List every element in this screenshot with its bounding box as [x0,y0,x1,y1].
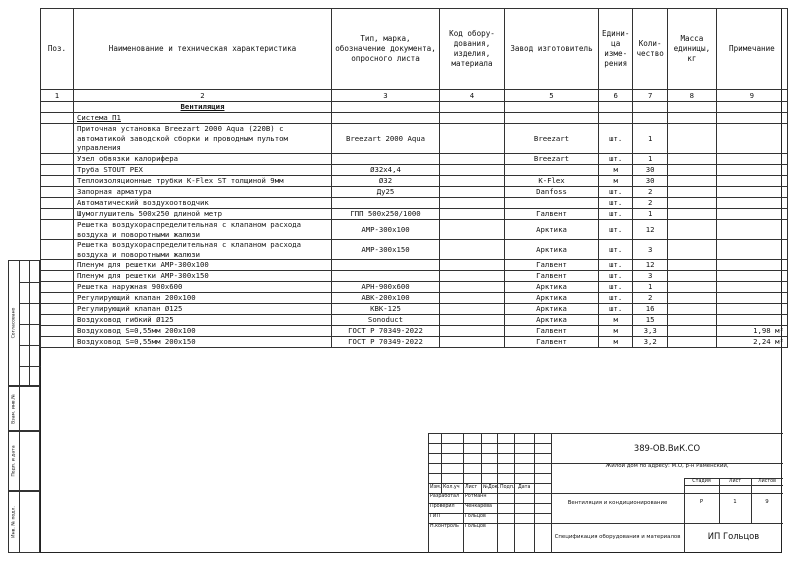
name-cell: Запорная арматура [74,187,332,198]
title-block [428,433,782,553]
name-cell: Труба STOUT PEX [74,165,332,176]
tb-header-stage: Стадия [692,479,711,484]
sheet-number: 1 [733,499,737,505]
type-cell: Breezart 2000 Aqua [332,124,440,154]
name-cell: Решетка воздухораспределительная с клапаном расхода воздуха и поворотными жалюзи [74,220,332,240]
specification-table [40,8,788,348]
note-cell: 1,98 м² [716,326,787,337]
note-cell [716,260,787,271]
qty-cell: 30 [633,176,667,187]
tb-header-qty: Кол.уч [443,485,460,490]
note-cell [716,282,787,293]
stage-value: Р [699,499,704,505]
code-cell [440,282,505,293]
table-row [41,315,788,326]
unit-cell: шт. [599,198,633,209]
name-cell: Теплоизоляционные трубки K-Flex ST толщиной 9мм [74,176,332,187]
table-row [41,293,788,304]
pos-cell [41,271,74,282]
maker-cell: Галвент [505,271,599,282]
unit-cell: м [599,176,633,187]
col-number: 9 [716,90,787,102]
note-cell [716,165,787,176]
type-cell: Ø32х4,4 [332,165,440,176]
pos-cell [41,260,74,271]
code-cell [440,209,505,220]
type-cell: ГОСТ Р 70349-2022 [332,326,440,337]
qty-cell: 2 [633,187,667,198]
qty-cell: 3 [633,271,667,282]
object-title: Жилой дом по адресу: М.О, р-н Раменский, [605,463,729,469]
type-cell: АВК-200х100 [332,293,440,304]
code-cell [440,271,505,282]
note-cell: 2,24 м² [716,337,787,348]
tb-header-doc: №Док. [483,485,500,490]
pos-cell [41,240,74,260]
mass-cell [667,240,716,260]
qty-cell: 1 [633,282,667,293]
tb-header-sheets: Листов [758,479,776,484]
tb-person: Гольцов [465,524,486,529]
sign-date-label: Подп. и дата [11,445,17,477]
unit-cell: м [599,337,633,348]
maker-cell: Галвент [505,337,599,348]
col-number: 6 [599,90,633,102]
name-cell: Автоматический воздухоотводчик [74,198,332,209]
col-number: 8 [667,90,716,102]
qty-cell: 16 [633,304,667,315]
mass-cell [667,282,716,293]
code-cell [440,337,505,348]
table-row [41,220,788,240]
pos-cell [41,315,74,326]
type-cell: АМР-300х150 [332,240,440,260]
code-cell [440,326,505,337]
col-header-pos: Поз. [41,9,74,90]
note-cell [716,176,787,187]
qty-cell: 1 [633,209,667,220]
note-cell [716,293,787,304]
code-cell [440,260,505,271]
col-number: 1 [41,90,74,102]
pos-cell [41,293,74,304]
mass-cell [667,260,716,271]
type-cell [332,260,440,271]
unit-cell: шт. [599,282,633,293]
name-cell: Решетка воздухораспределительная с клапаном расхода воздуха и поворотными жалюзи [74,240,332,260]
agreed-stamp [8,260,40,386]
type-cell [332,271,440,282]
unit-cell: шт. [599,260,633,271]
table-row [41,165,788,176]
type-cell: Ø32 [332,176,440,187]
unit-cell: шт. [599,240,633,260]
unit-cell: м [599,165,633,176]
tb-person: Ротманн [465,494,487,499]
code-cell [440,165,505,176]
tb-role: ГИП [430,514,441,519]
maker-cell [505,198,599,209]
mass-cell [667,293,716,304]
unit-cell: м [599,326,633,337]
unit-cell: шт. [599,271,633,282]
column-number-row [41,90,788,102]
note-cell [716,154,787,165]
table-row [41,326,788,337]
mass-cell [667,337,716,348]
sign-date-stamp [8,431,40,491]
unit-cell: шт. [599,187,633,198]
pos-cell [41,209,74,220]
code-cell [440,198,505,209]
mass-cell [667,124,716,154]
maker-cell: Арктика [505,293,599,304]
unit-cell: шт. [599,293,633,304]
pos-cell [41,198,74,209]
unit-cell: шт. [599,154,633,165]
pos-cell [41,124,74,154]
maker-cell: Арктика [505,315,599,326]
doc-code: 389-ОВ.ВиК.СО [633,443,701,453]
qty-cell: 12 [633,220,667,240]
type-cell [332,154,440,165]
code-cell [440,293,505,304]
pos-cell [41,154,74,165]
type-cell: Sonoduct [332,315,440,326]
note-cell [716,240,787,260]
note-cell [716,198,787,209]
qty-cell: 3,2 [633,337,667,348]
section-row [41,102,788,113]
tb-header-sheet: Лист [465,485,478,490]
tb-role: Н.контроль [430,524,459,529]
qty-cell: 1 [633,124,667,154]
type-cell [332,198,440,209]
tb-role: Проверил [430,504,455,509]
mass-cell [667,326,716,337]
col-header-note: Примечание [716,9,787,90]
note-cell [716,124,787,154]
table-row [41,209,788,220]
qty-cell: 30 [633,165,667,176]
code-cell [440,187,505,198]
code-cell [440,220,505,240]
name-cell: Пленум для решетки АМР-300х150 [74,271,332,282]
pos-cell [41,304,74,315]
table-row [41,176,788,187]
table-row [41,154,788,165]
tb-header-change: Изм. [430,485,442,490]
note-cell [716,304,787,315]
maker-cell: Галвент [505,326,599,337]
name-cell: Решетка наружная 900х600 [74,282,332,293]
mass-cell [667,315,716,326]
type-cell: АРН-900х600 [332,282,440,293]
mass-cell [667,176,716,187]
mass-cell [667,220,716,240]
code-cell [440,240,505,260]
maker-cell: Арктика [505,282,599,293]
qty-cell: 2 [633,293,667,304]
mass-cell [667,209,716,220]
name-cell: Воздуховод S=0,55мм 200х150 [74,337,332,348]
maker-cell: Арктика [505,304,599,315]
name-cell: Регулирующий клапан Ø125 [74,304,332,315]
pos-cell [41,176,74,187]
mass-cell [667,165,716,176]
pos-cell [41,326,74,337]
col-header-unit: Едини- ца изме- рения [599,9,633,90]
table-row [41,124,788,154]
maker-cell: Галвент [505,260,599,271]
note-cell [716,187,787,198]
code-cell [440,315,505,326]
unit-cell: шт. [599,220,633,240]
type-cell: АМР-300х100 [332,220,440,240]
qty-cell: 15 [633,315,667,326]
system-title: Система П1 [77,113,121,123]
tb-header-date: Дата [518,485,531,490]
inv-replace-label: Взам. инв.№ [11,393,17,424]
tb-header-sheet-no: Лист [728,479,742,484]
col-header-mass: Масса единицы, кг [667,9,716,90]
qty-cell: 3 [633,240,667,260]
type-cell: Ду25 [332,187,440,198]
table-row [41,240,788,260]
qty-cell: 2 [633,198,667,209]
note-cell [716,220,787,240]
table-row [41,260,788,271]
col-number: 4 [440,90,505,102]
maker-cell: Арктика [505,240,599,260]
col-number: 3 [332,90,440,102]
tb-role: Разработал [430,494,460,499]
col-number: 2 [74,90,332,102]
tb-header-sign: Подп. [500,485,515,490]
qty-cell: 3,3 [633,326,667,337]
mass-cell [667,271,716,282]
company-name: ИП Гольцов [707,531,760,541]
mass-cell [667,154,716,165]
note-cell [716,209,787,220]
unit-cell: шт. [599,209,633,220]
name-cell: Пленум для решетки АМР-300х100 [74,260,332,271]
sheets-total: 9 [765,499,769,505]
name-cell: Шумоглушитель 500х250 длиной метр [74,209,332,220]
inv-replace-stamp [8,386,40,431]
col-header-code: Код обору- дования, изделия, материала [440,9,505,90]
name-cell: Регулирующий клапан 200х100 [74,293,332,304]
table-row [41,198,788,209]
maker-cell [505,165,599,176]
mass-cell [667,187,716,198]
maker-cell: K-Flex [505,176,599,187]
table-row [41,271,788,282]
table-row [41,282,788,293]
table-row [41,304,788,315]
sheet-title: Спецификация оборудования и материалов [554,534,681,540]
mass-cell [667,198,716,209]
maker-cell: Арктика [505,220,599,240]
type-cell: ГПП 500х250/1000 [332,209,440,220]
pos-cell [41,165,74,176]
col-header-type: Тип, марка, обозначение документа, опросного листа [332,9,440,90]
pos-cell [41,282,74,293]
header-row [41,9,788,90]
code-cell [440,154,505,165]
name-cell: Воздуховод S=0,55мм 200х100 [74,326,332,337]
agreed-label: Согласовано [11,307,17,339]
note-cell [716,315,787,326]
code-cell [440,304,505,315]
maker-cell: Breezart [505,124,599,154]
type-cell: KBK-125 [332,304,440,315]
maker-cell: Breezart [505,154,599,165]
system-row [41,113,788,124]
tb-person: Гольцов [465,514,486,519]
tb-person: Ченкарёва [465,504,492,509]
pos-cell [41,187,74,198]
section-title: Вентиляция [180,102,225,112]
table-row [41,187,788,198]
col-header-name: Наименование и техническая характеристика [74,9,332,90]
name-cell: Воздуховод гибкий Ø125 [74,315,332,326]
type-cell: ГОСТ Р 70349-2022 [332,337,440,348]
col-number: 7 [633,90,667,102]
col-number: 5 [505,90,599,102]
code-cell [440,176,505,187]
mass-cell [667,304,716,315]
col-header-maker: Завод изготовитель [505,9,599,90]
stage-title: Вентиляция и кондиционирование [567,500,668,506]
pos-cell [41,337,74,348]
maker-cell: Danfoss [505,187,599,198]
col-header-qty: Коли- чество [633,9,667,90]
maker-cell: Галвент [505,209,599,220]
qty-cell: 12 [633,260,667,271]
note-cell [716,271,787,282]
inv-original-label: Инв. № подл. [11,506,17,538]
inv-original-stamp [8,491,40,553]
unit-cell: шт. [599,304,633,315]
name-cell: Узел обвязки калорифера [74,154,332,165]
name-cell: Приточная установка Breezart 2000 Aqua (220В) с автоматикой заводской сборки и проводным пультом управления [74,124,332,154]
unit-cell: м [599,315,633,326]
pos-cell [41,220,74,240]
table-row [41,337,788,348]
unit-cell: шт. [599,124,633,154]
qty-cell: 1 [633,154,667,165]
code-cell [440,124,505,154]
